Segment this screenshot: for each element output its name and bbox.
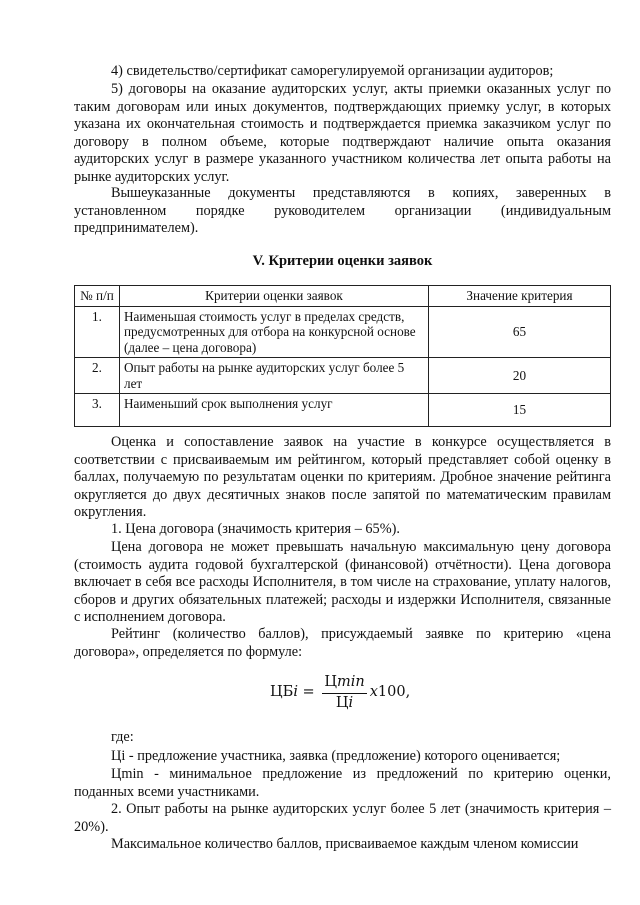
paragraph-ci: Цi - предложение участника, заявка (предложение) которого оценивается; [111, 748, 561, 764]
formula-lhs: ЦБ [270, 684, 294, 701]
table-row [75, 358, 611, 394]
row-num: 1. [75, 306, 120, 358]
header-value: Значение критерия [429, 286, 611, 307]
table-header-row [75, 286, 611, 307]
formula-denominator: Цi [335, 694, 354, 711]
formula-equals: = [297, 684, 320, 701]
paragraph-where: где: [111, 729, 134, 745]
row-num: 3. [75, 394, 120, 427]
paragraph-price-text: Цена договора не может превышать начальную максимальную цену договора (стоимость аудита годовой бухгалтерской (финансовой) отчётности). Цена договора включает в себя все расходы Исполнителя, в том числе на страхование, уплату налогов, сборов и других обязательных платежей; расходы и издержки Исполнителя, связанные с исполнением договора. [74, 539, 611, 626]
formula-factor: 100, [377, 684, 411, 701]
paragraph-cmin: Цmin - минимальное предложение из предложений по критерию оценки, поданных всеми участниками. [74, 766, 611, 800]
table-row [75, 306, 611, 358]
header-criteria: Критерии оценки заявок [120, 286, 429, 307]
table-row [75, 394, 611, 427]
criteria-table [74, 285, 611, 427]
section-title: V. Критерии оценки заявок [252, 253, 433, 269]
row-value: 15 [429, 394, 611, 427]
paragraph-formula-intro: Рейтинг (количество баллов), присуждаемый заявке по критерию «цена договора», определяется по формуле: [74, 626, 611, 660]
row-num: 2. [75, 358, 120, 394]
paragraph-rating: Оценка и сопоставление заявок на участие в конкурсе осуществляется в соответствии с присваиваемым им рейтингом, который представляет собой оценку в баллах, получаемую по результатам оценки по критериям. Дробное значение рейтинга округляется до двух десятичных знаков после запятой по математическим правилам округления. [74, 434, 611, 521]
paragraph-experience-heading: 2. Опыт работы на рынке аудиторских услуг более 5 лет (значимость критерия – 20%). [74, 801, 611, 835]
formula-numerator: Цmin [322, 674, 366, 694]
formula-multiply: x [369, 684, 378, 701]
paragraph-price-heading: 1. Цена договора (значимость критерия – 65%). [111, 521, 400, 537]
price-formula [270, 668, 410, 718]
header-num: № п/п [75, 286, 120, 307]
formula-lhs-sub: i [293, 684, 298, 701]
row-criteria: Опыт работы на рынке аудиторских услуг более 5 лет [120, 358, 429, 394]
row-criteria: Наименьший срок выполнения услуг [120, 394, 429, 427]
paragraph-copies: Вышеуказанные документы представляются в копиях, заверенных в установленном порядке руководителем организации (индивидуальным предпринимателем). [74, 185, 611, 237]
paragraph-max-points: Максимальное количество баллов, присваиваемое каждым членом комиссии [111, 836, 579, 852]
paragraph-item-5: 5) договоры на оказание аудиторских услуг, акты приемки оказанных услуг по таким договорам или иных документов, подтверждающих приемку услуг, в которых указана их окончательная стоимость и подтверждается приемка заказчиком услуг по договору в полном объеме, которые подтверждают наличие опыта оказания аудиторских услуг в размере указанного участником количества лет опыта работы на рынке аудиторских услуг. [74, 81, 611, 185]
formula-fraction [322, 674, 366, 712]
paragraph-item-4: 4) свидетельство/сертификат саморегулируемой организации аудиторов; [111, 63, 554, 79]
row-value: 65 [429, 306, 611, 358]
row-criteria: Наименьшая стоимость услуг в пределах средств, предусмотренных для отбора на конкурсной основе (далее – цена договора) [120, 306, 429, 358]
row-value: 20 [429, 358, 611, 394]
